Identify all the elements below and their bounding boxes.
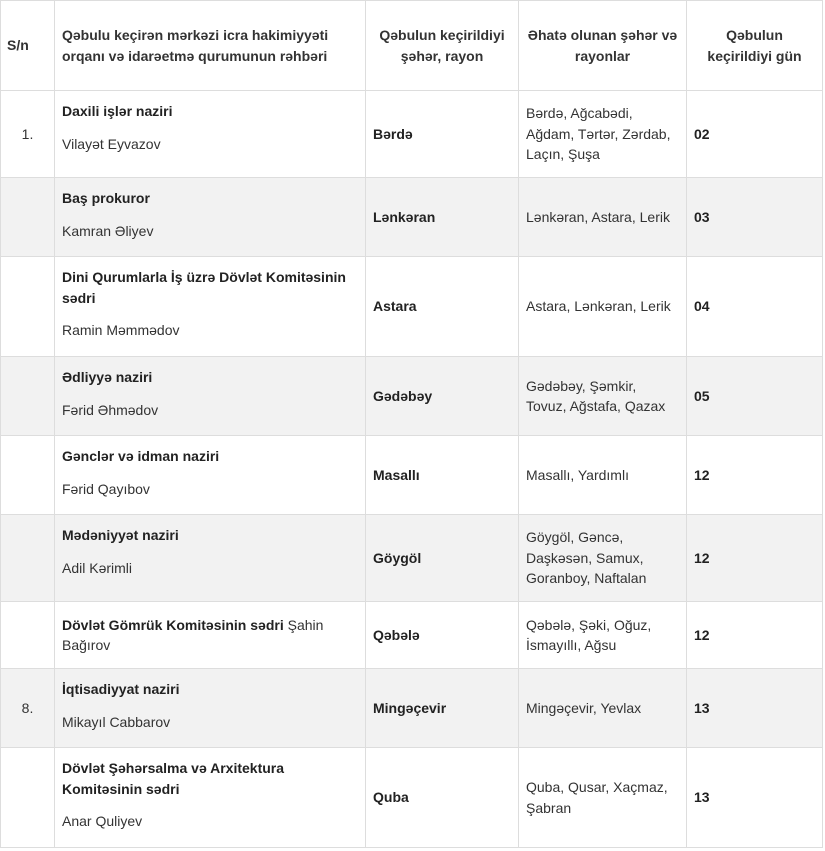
official-inline [62, 615, 358, 656]
official-title: Daxili işlər naziri [62, 103, 173, 119]
city-cell: Göygöl [366, 515, 519, 602]
row-number [1, 257, 55, 357]
official-name: Anar Quliyev [62, 813, 143, 829]
regions-cell: Quba, Qusar, Xaçmaz, Şabran [519, 748, 687, 848]
official-cell [55, 91, 366, 178]
day-cell: 13 [687, 669, 823, 748]
official-cell [55, 436, 366, 515]
table-row [1, 436, 823, 515]
table-row [1, 602, 823, 669]
city-cell: Qəbələ [366, 602, 519, 669]
row-number [1, 515, 55, 602]
table-row [1, 748, 823, 848]
official-cell [55, 602, 366, 669]
day-cell: 13 [687, 748, 823, 848]
row-number: 1. [1, 91, 55, 178]
official-name: Fərid Qayıbov [62, 480, 150, 497]
day-cell: 12 [687, 515, 823, 602]
official-title: Dini Qurumlarla İş üzrə Dövlət Komitəsinin sədri [62, 269, 346, 306]
day-cell: 02 [687, 91, 823, 178]
official-title: Gənclər və idman naziri [62, 448, 220, 464]
city-cell: Astara [366, 257, 519, 357]
day-cell: 12 [687, 436, 823, 515]
row-number: 8. [1, 669, 55, 748]
official-name: Mikayıl Cabbarov [62, 713, 171, 730]
table-body [1, 91, 823, 848]
city-cell: Mingəçevir [366, 669, 519, 748]
day-cell: 04 [687, 257, 823, 357]
official-title: Ədliyyə naziri [62, 369, 153, 385]
official-name: Ramin Məmmədov [62, 322, 180, 338]
day-cell: 03 [687, 178, 823, 257]
official-title: Dövlət Şəhərsalma və Arxitektura Komitəsinin sədri [62, 760, 285, 797]
official-cell [55, 257, 366, 357]
header-official: Qəbulu keçirən mərkəzi icra hakimiyyəti orqanı və idarəetmə qurumunun rəhbəri [55, 1, 366, 91]
header-sn: S/n [1, 1, 55, 91]
regions-cell: Gədəbəy, Şəmkir, Tovuz, Ağstafa, Qazax [519, 357, 687, 436]
official-title: Baş prokuror [62, 190, 150, 206]
row-number [1, 436, 55, 515]
official-name: Adil Kərimli [62, 559, 133, 576]
official-cell [55, 748, 366, 848]
row-number [1, 357, 55, 436]
table-header [1, 1, 823, 91]
header-city: Qəbulun keçirildiyi şəhər, rayon [366, 1, 519, 91]
official-cell [55, 357, 366, 436]
regions-cell: Astara, Lənkəran, Lerik [519, 257, 687, 357]
official-cell [55, 669, 366, 748]
official-cell [55, 515, 366, 602]
official-name: Vilayət Eyvazov [62, 135, 161, 152]
city-cell: Quba [366, 748, 519, 848]
official-title: Mədəniyyət naziri [62, 527, 179, 543]
header-day: Qəbulun keçirildiyi gün [687, 1, 823, 91]
header-regions: Əhatə olunan şəhər və rayonlar [519, 1, 687, 91]
official-cell [55, 178, 366, 257]
regions-cell: Göygöl, Gəncə, Daşkəsən, Samux, Goranboy, Naftalan [519, 515, 687, 602]
official-title: İqtisadiyyat naziri [62, 681, 180, 697]
table-row [1, 357, 823, 436]
regions-cell: Qəbələ, Şəki, Oğuz, İsmayıllı, Ağsu [519, 602, 687, 669]
table-row [1, 178, 823, 257]
table-row [1, 91, 823, 178]
table-row [1, 669, 823, 748]
header-row [1, 1, 823, 91]
official-name: Fərid Əhmədov [62, 401, 159, 418]
regions-cell: Bərdə, Ağcabədi, Ağdam, Tərtər, Zərdab, Laçın, Şuşa [519, 91, 687, 178]
city-cell: Bərdə [366, 91, 519, 178]
table-row [1, 257, 823, 357]
day-cell: 05 [687, 357, 823, 436]
regions-cell: Masallı, Yardımlı [519, 436, 687, 515]
day-cell: 12 [687, 602, 823, 669]
official-title: Dövlət Gömrük Komitəsinin sədri [62, 616, 284, 633]
official-name: Şahin Bağırov [62, 616, 324, 653]
city-cell: Gədəbəy [366, 357, 519, 436]
row-number [1, 178, 55, 257]
regions-cell: Mingəçevir, Yevlax [519, 669, 687, 748]
official-name: Kamran Əliyev [62, 222, 154, 239]
row-number [1, 748, 55, 848]
table-row [1, 515, 823, 602]
city-cell: Lənkəran [366, 178, 519, 257]
row-number [1, 602, 55, 669]
city-cell: Masallı [366, 436, 519, 515]
regions-cell: Lənkəran, Astara, Lerik [519, 178, 687, 257]
